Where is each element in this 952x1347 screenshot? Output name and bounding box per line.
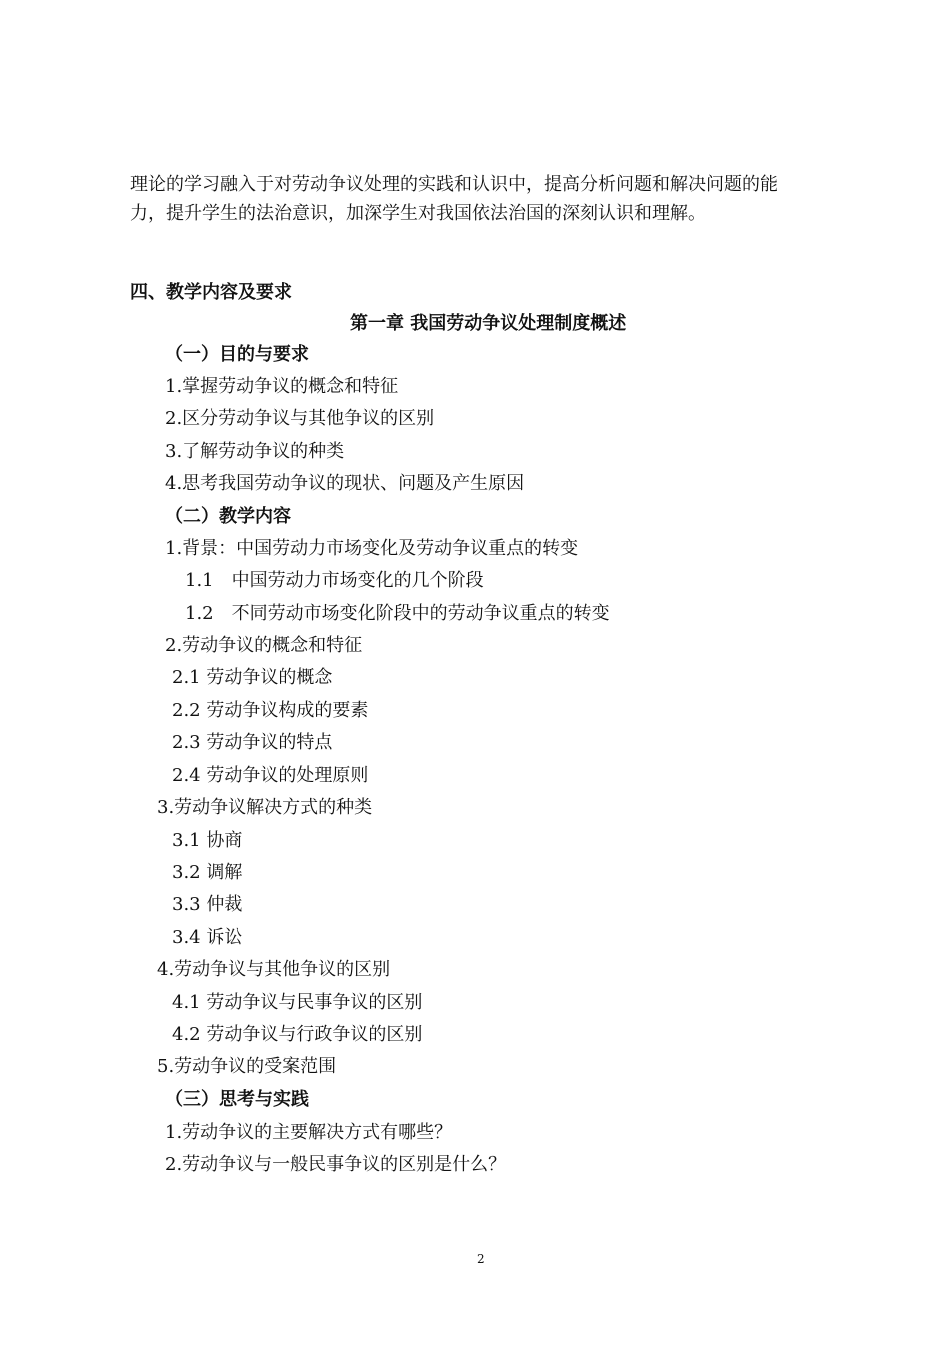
list-item: 1.劳动争议的主要解决方式有哪些？: [165, 1122, 453, 1143]
list-item: 4.思考我国劳动争议的现状、问题及产生原因: [165, 473, 525, 494]
content-line: 2.1 劳动争议的概念: [172, 667, 333, 688]
content-line: 3.2 调解: [172, 862, 243, 883]
content-line: 3.1 协商: [172, 830, 243, 851]
content-line: 1.2 不同劳动市场变化阶段中的劳动争议重点的转变: [185, 603, 610, 624]
intro-paragraph-line: 力，提升学生的法治意识，加深学生对我国依法治国的深刻认识和理解。: [130, 203, 706, 224]
content-line: 5.劳动争议的受案范围: [157, 1056, 337, 1077]
content-line: 2.4 劳动争议的处理原则: [172, 765, 369, 786]
content-line: 4.2 劳动争议与行政争议的区别: [172, 1024, 423, 1045]
content-line: 3.劳动争议解决方式的种类: [157, 797, 373, 818]
content-line: 2.劳动争议的概念和特征: [165, 635, 363, 656]
section-heading: 四、教学内容及要求: [130, 282, 292, 303]
list-item: 2.区分劳动争议与其他争议的区别: [165, 408, 435, 429]
content-line: 4.劳动争议与其他争议的区别: [157, 959, 391, 980]
page-number: 2: [477, 1252, 485, 1266]
content-line: 1.背景：中国劳动力市场变化及劳动争议重点的转变: [165, 538, 579, 559]
part3-heading: （三）思考与实践: [165, 1089, 309, 1110]
content-line: 1.1 中国劳动力市场变化的几个阶段: [185, 570, 484, 591]
list-item: 1.掌握劳动争议的概念和特征: [165, 376, 399, 397]
intro-paragraph-line: 理论的学习融入于对劳动争议处理的实践和认识中，提高分析问题和解决问题的能: [130, 174, 778, 195]
chapter-title: 第一章 我国劳动争议处理制度概述: [350, 313, 627, 334]
part2-heading: （二）教学内容: [165, 506, 291, 527]
part1-heading: （一）目的与要求: [165, 344, 309, 365]
content-line: 4.1 劳动争议与民事争议的区别: [172, 992, 423, 1013]
list-item: 3.了解劳动争议的种类: [165, 441, 345, 462]
content-line: 2.2 劳动争议构成的要素: [172, 700, 369, 721]
content-line: 2.3 劳动争议的特点: [172, 732, 333, 753]
content-line: 3.4 诉讼: [172, 927, 243, 948]
list-item: 2.劳动争议与一般民事争议的区别是什么？: [165, 1154, 507, 1175]
content-line: 3.3 仲裁: [172, 894, 243, 915]
